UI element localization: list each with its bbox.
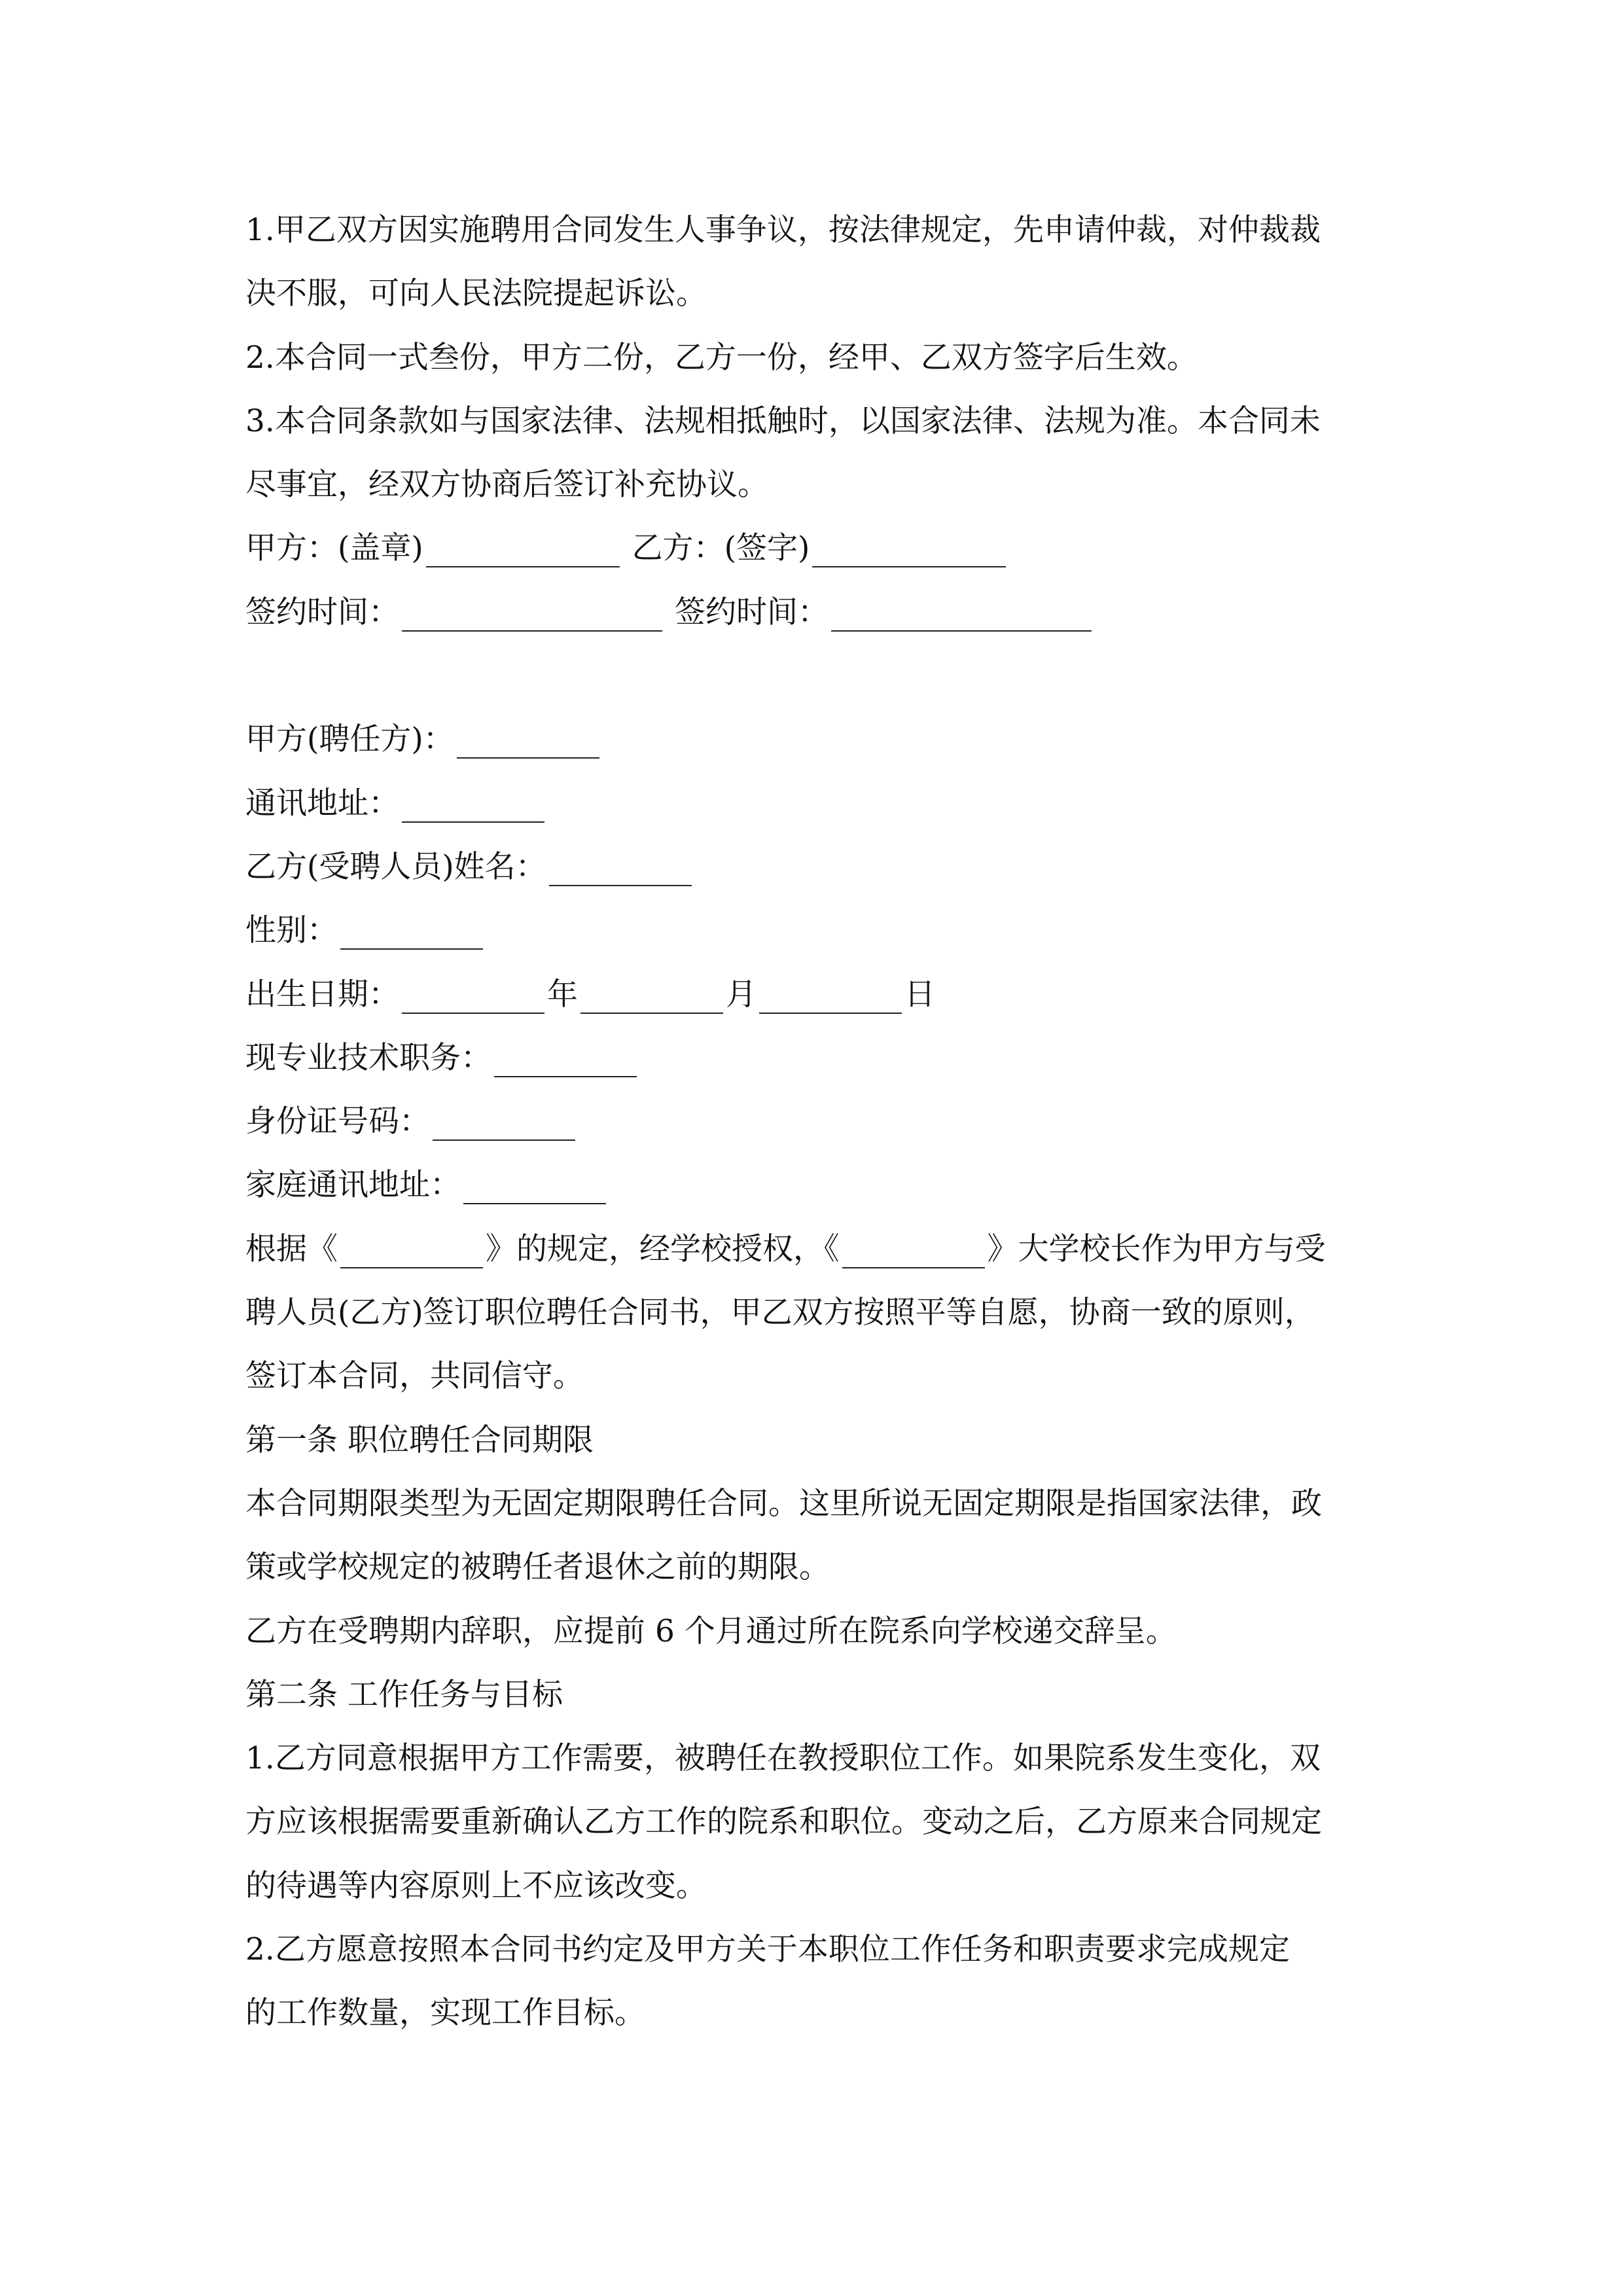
year-label: 年	[547, 976, 578, 1013]
university-name-blank[interactable]	[842, 1266, 985, 1268]
regulation-name-blank[interactable]	[340, 1266, 483, 1268]
signature-row	[245, 516, 1397, 580]
month-label: 月	[726, 976, 757, 1013]
contract-page	[245, 198, 1397, 2045]
birth-year-blank[interactable]	[402, 1012, 544, 1014]
home-address-label: 家庭通讯地址：	[245, 1167, 461, 1204]
article-2-item-1: 1.乙方同意根据甲方工作需要，被聘任在教授职位工作。如果院系发生变化，双	[245, 1740, 1321, 1777]
clause-3-line: 尽事宜，经双方协商后签订补充协议。	[245, 467, 768, 503]
article-2-item-1: 方应该根据需要重新确认乙方工作的院系和职位。变动之后，乙方原来合同规定	[245, 1804, 1322, 1840]
clause-1-line: 决不服，可向人民法院提起诉讼。	[245, 276, 707, 312]
birth-date-label: 出生日期：	[245, 976, 399, 1013]
date-a-label: 签约时间：	[245, 594, 399, 630]
article-2-item-2: 的工作数量，实现工作目标。	[245, 1995, 645, 2032]
address-field	[245, 772, 1397, 835]
article-1-resign: 乙方在受聘期内辞职，应提前 6 个月通过所在院系向学校递交辞呈。	[245, 1613, 1177, 1649]
employee-name-blank[interactable]	[549, 884, 692, 886]
party-a-signature-blank[interactable]	[426, 565, 620, 567]
gender-field	[245, 899, 1397, 962]
title-blank[interactable]	[494, 1075, 637, 1077]
title-field	[245, 1026, 1397, 1090]
preamble-text: 根据《	[245, 1230, 338, 1267]
signing-date-row	[245, 581, 1397, 644]
employee-name-field	[245, 835, 1397, 899]
date-b-blank[interactable]	[831, 630, 1092, 632]
id-number-label: 身份证号码：	[245, 1103, 430, 1140]
gender-blank[interactable]	[340, 948, 483, 950]
title-label: 现专业技术职务：	[245, 1039, 491, 1076]
clause-2: 2.本合同一式叁份，甲方二份，乙方一份，经甲、乙双方签字后生效。	[245, 339, 1198, 376]
birth-month-blank[interactable]	[580, 1012, 723, 1014]
preamble-line: 聘人员(乙方)签订职位聘任合同书，甲乙双方按照平等自愿，协商一致的原则，	[245, 1295, 1315, 1331]
preamble-line: 签订本合同，共同信守。	[245, 1358, 584, 1395]
date-a-blank[interactable]	[402, 630, 662, 632]
home-address-blank[interactable]	[463, 1202, 606, 1204]
article-2-item-2: 2.乙方愿意按照本合同书约定及甲方关于本职位工作任务和职责要求完成规定	[245, 1931, 1290, 1968]
home-address-field	[245, 1153, 1397, 1217]
article-2-item-1: 的待遇等内容原则上不应该改变。	[245, 1867, 707, 1904]
article-1-heading: 第一条 职位聘任合同期限	[245, 1422, 594, 1458]
preamble-text: 》的规定，经学校授权，《	[486, 1230, 840, 1267]
date-b-label: 签约时间：	[674, 594, 829, 630]
address-label: 通讯地址：	[245, 785, 399, 821]
id-number-blank[interactable]	[433, 1139, 575, 1141]
employee-name-label: 乙方(受聘人员)姓名：	[245, 848, 546, 885]
party-b-signature-blank[interactable]	[812, 565, 1006, 567]
party-b-label: 乙方：(签字)	[632, 530, 810, 567]
id-number-field	[245, 1090, 1397, 1153]
birth-date-field	[245, 963, 1397, 1026]
spacer	[245, 644, 1397, 708]
employer-label: 甲方(聘任方)：	[245, 721, 454, 758]
preamble-text: 》大学校长作为甲方与受	[987, 1230, 1326, 1267]
gender-label: 性别：	[245, 912, 338, 949]
article-1-body: 策或学校规定的被聘任者退休之前的期限。	[245, 1549, 830, 1586]
clause-1-line: 1.甲乙双方因实施聘用合同发生人事争议，按法律规定，先申请仲裁，对仲裁裁	[245, 212, 1321, 248]
birth-day-blank[interactable]	[759, 1012, 902, 1014]
employer-blank[interactable]	[457, 757, 599, 759]
party-a-label: 甲方：(盖章)	[245, 530, 423, 567]
day-label: 日	[904, 976, 935, 1013]
clause-3-line: 3.本合同条款如与国家法律、法规相抵触时，以国家法律、法规为准。本合同未	[245, 403, 1321, 439]
article-1-body: 本合同期限类型为无固定期限聘任合同。这里所说无固定期限是指国家法律，政	[245, 1485, 1322, 1522]
article-2-heading: 第二条 工作任务与目标	[245, 1676, 563, 1713]
employer-field	[245, 708, 1397, 771]
address-blank[interactable]	[402, 821, 544, 823]
preamble-line	[245, 1217, 1397, 1281]
